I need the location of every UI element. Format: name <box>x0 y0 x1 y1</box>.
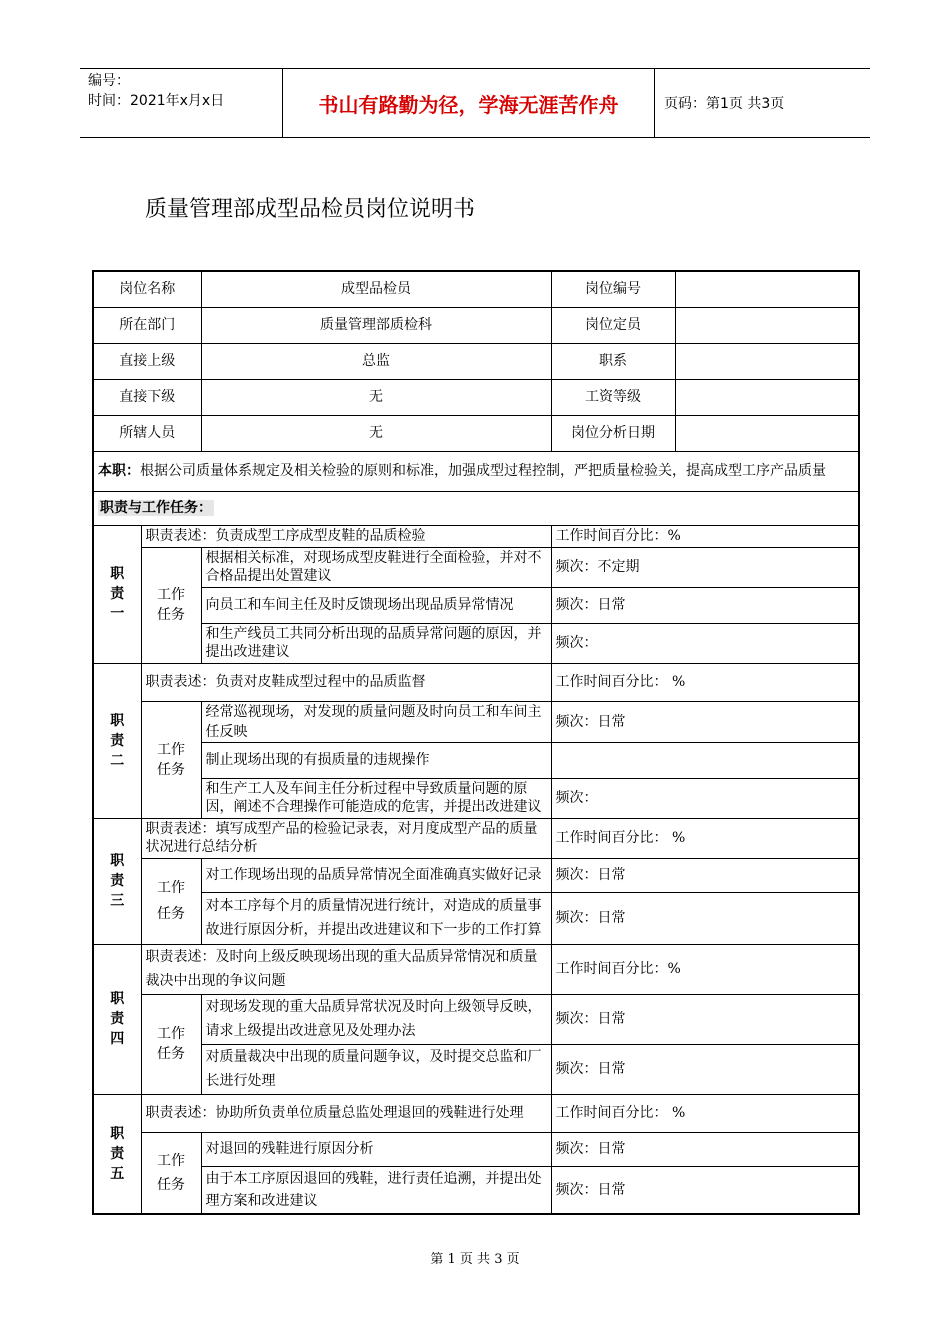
duty-name: 职责三 <box>110 853 125 909</box>
task-text: 制止现场出现的有损质量的违规操作 <box>201 742 551 778</box>
info-label: 岗位名称 <box>93 271 201 307</box>
task-row <box>93 1166 859 1214</box>
duty-statement-row <box>93 818 859 858</box>
info-row <box>93 307 859 343</box>
duty-statement: 职责表述：负责对皮鞋成型过程中的品质监督 <box>141 663 551 701</box>
duty-statement-row <box>93 663 859 701</box>
task-row <box>93 742 859 778</box>
info-label: 工资等级 <box>551 379 675 415</box>
task-text: 和生产线员工共同分析出现的品质异常问题的原因，并提出改进建议 <box>201 623 551 663</box>
duties-heading: 职责与工作任务： <box>100 500 212 516</box>
info-row <box>93 271 859 307</box>
task-text: 经常巡视现场，对发现的质量问题及时向员工和车间主任反映 <box>201 701 551 742</box>
task-row <box>93 778 859 818</box>
task-row <box>93 547 859 587</box>
duties-heading-row <box>93 491 859 525</box>
task-label-text: 工作任务 <box>156 587 185 623</box>
info-row <box>93 343 859 379</box>
task-frequency <box>551 742 859 778</box>
info-value: 质量管理部质检科 <box>201 307 551 343</box>
info-label: 所在部门 <box>93 307 201 343</box>
duty-statement-row <box>93 944 859 994</box>
duty-name: 职责五 <box>110 1125 125 1182</box>
page-indicator: 页码：第1页 共3页 <box>664 96 785 112</box>
duty-percent: 工作时间百分比： % <box>551 1094 859 1132</box>
task-label-text: 工作任务 <box>156 741 185 778</box>
task-label <box>141 1132 201 1214</box>
duty-statement: 职责表述：负责成型工序成型皮鞋的品质检验 <box>141 525 551 547</box>
info-value <box>675 379 859 415</box>
duty-percent: 工作时间百分比：% <box>551 525 859 547</box>
task-frequency: 频次：日常 <box>551 1166 859 1214</box>
job-description-table <box>92 270 860 1215</box>
benzhi-label: 本职： <box>98 463 140 479</box>
duty-name: 职责四 <box>110 991 125 1047</box>
duty-percent: 工作时间百分比： % <box>551 663 859 701</box>
task-frequency: 频次：不定期 <box>551 547 859 587</box>
task-frequency: 频次：日常 <box>551 858 859 892</box>
task-label-text: 工作任务 <box>156 1026 185 1062</box>
task-text: 对退回的残鞋进行原因分析 <box>201 1132 551 1166</box>
task-text: 对本工序每个月的质量情况进行统计，对造成的质量事故进行原因分析，并提出改进建议和下一步的工作打算 <box>201 892 551 944</box>
number-label: 编号： <box>88 73 130 89</box>
benzhi-row <box>93 451 859 491</box>
duty-statement-row <box>93 525 859 547</box>
task-row <box>93 858 859 892</box>
task-row <box>93 587 859 623</box>
task-label <box>141 994 201 1094</box>
task-row <box>93 701 859 742</box>
info-label: 岗位定员 <box>551 307 675 343</box>
info-value: 无 <box>201 415 551 451</box>
task-label <box>141 547 201 663</box>
info-label: 直接下级 <box>93 379 201 415</box>
task-text: 对工作现场出现的品质异常情况全面准确真实做好记录 <box>201 858 551 892</box>
task-label <box>141 701 201 818</box>
task-frequency: 频次：日常 <box>551 892 859 944</box>
task-row <box>93 1132 859 1166</box>
benzhi-text: 根据公司质量体系规定及相关检验的原则和标准，加强成型过程控制，严把质量检验关，提高成型工序产品质量 <box>140 463 826 479</box>
info-label: 直接上级 <box>93 343 201 379</box>
task-text: 和生产工人及车间主任分析过程中导致质量问题的原因，阐述不合理操作可能造成的危害，并提出改进建议 <box>201 778 551 818</box>
info-label: 职系 <box>551 343 675 379</box>
task-frequency: 频次：日常 <box>551 1044 859 1094</box>
duty-statement-row <box>93 1094 859 1132</box>
task-frequency: 频次： <box>551 623 859 663</box>
duty-statement: 职责表述：及时向上级反映现场出现的重大品质异常情况和质量裁决中出现的争议问题 <box>141 944 551 994</box>
task-label-text: 工作任务 <box>156 1152 185 1193</box>
info-value <box>675 415 859 451</box>
task-row <box>93 1044 859 1094</box>
header-meta <box>88 71 284 111</box>
info-label: 所辖人员 <box>93 415 201 451</box>
info-row <box>93 415 859 451</box>
task-frequency: 频次：日常 <box>551 587 859 623</box>
info-value: 无 <box>201 379 551 415</box>
task-text: 对现场发现的重大品质异常状况及时向上级领导反映，请求上级提出改进意见及处理办法 <box>201 994 551 1044</box>
benzhi-cell <box>93 451 859 491</box>
duty-label <box>93 944 141 1094</box>
duty-percent: 工作时间百分比：% <box>551 944 859 994</box>
header-divider <box>654 69 655 137</box>
task-frequency: 频次：日常 <box>551 1132 859 1166</box>
duty-name: 职责二 <box>110 712 125 769</box>
info-value <box>675 271 859 307</box>
info-row <box>93 379 859 415</box>
info-label: 岗位编号 <box>551 271 675 307</box>
page-header <box>80 68 870 138</box>
task-text: 对质量裁决中出现的质量问题争议，及时提交总监和厂长进行处理 <box>201 1044 551 1094</box>
task-label-text: 工作任务 <box>156 880 185 922</box>
document-title: 质量管理部成型品检员岗位说明书 <box>145 197 476 222</box>
duty-label <box>93 818 141 944</box>
info-value: 总监 <box>201 343 551 379</box>
duties-heading-cell <box>93 491 859 525</box>
task-row <box>93 623 859 663</box>
duty-name: 职责一 <box>110 566 125 622</box>
task-text: 根据相关标准，对现场成型皮鞋进行全面检验，并对不合格品提出处置建议 <box>201 547 551 587</box>
duty-percent: 工作时间百分比： % <box>551 818 859 858</box>
duty-statement: 职责表述：协助所负责单位质量总监处理退回的残鞋进行处理 <box>141 1094 551 1132</box>
task-frequency: 频次：日常 <box>551 994 859 1044</box>
motto: 书山有路勤为径，学海无涯苦作舟 <box>318 92 619 117</box>
task-label <box>141 858 201 944</box>
info-value <box>675 307 859 343</box>
info-value: 成型品检员 <box>201 271 551 307</box>
duty-statement: 职责表述：填写成型产品的检验记录表，对月度成型产品的质量状况进行总结分析 <box>141 818 551 858</box>
task-frequency: 频次： <box>551 778 859 818</box>
task-text: 向员工和车间主任及时反馈现场出现品质异常情况 <box>201 587 551 623</box>
task-row <box>93 994 859 1044</box>
info-value <box>675 343 859 379</box>
task-text: 由于本工序原因退回的残鞋，进行责任追溯，并提出处理方案和改进建议 <box>201 1166 551 1214</box>
info-label: 岗位分析日期 <box>551 415 675 451</box>
task-frequency: 频次：日常 <box>551 701 859 742</box>
task-row <box>93 892 859 944</box>
duty-label <box>93 525 141 663</box>
duty-label <box>93 1094 141 1214</box>
time-label: 时间：2021年x月x日 <box>88 93 225 109</box>
duty-label <box>93 663 141 818</box>
page-footer: 第 1 页 共 3 页 <box>430 1252 520 1267</box>
